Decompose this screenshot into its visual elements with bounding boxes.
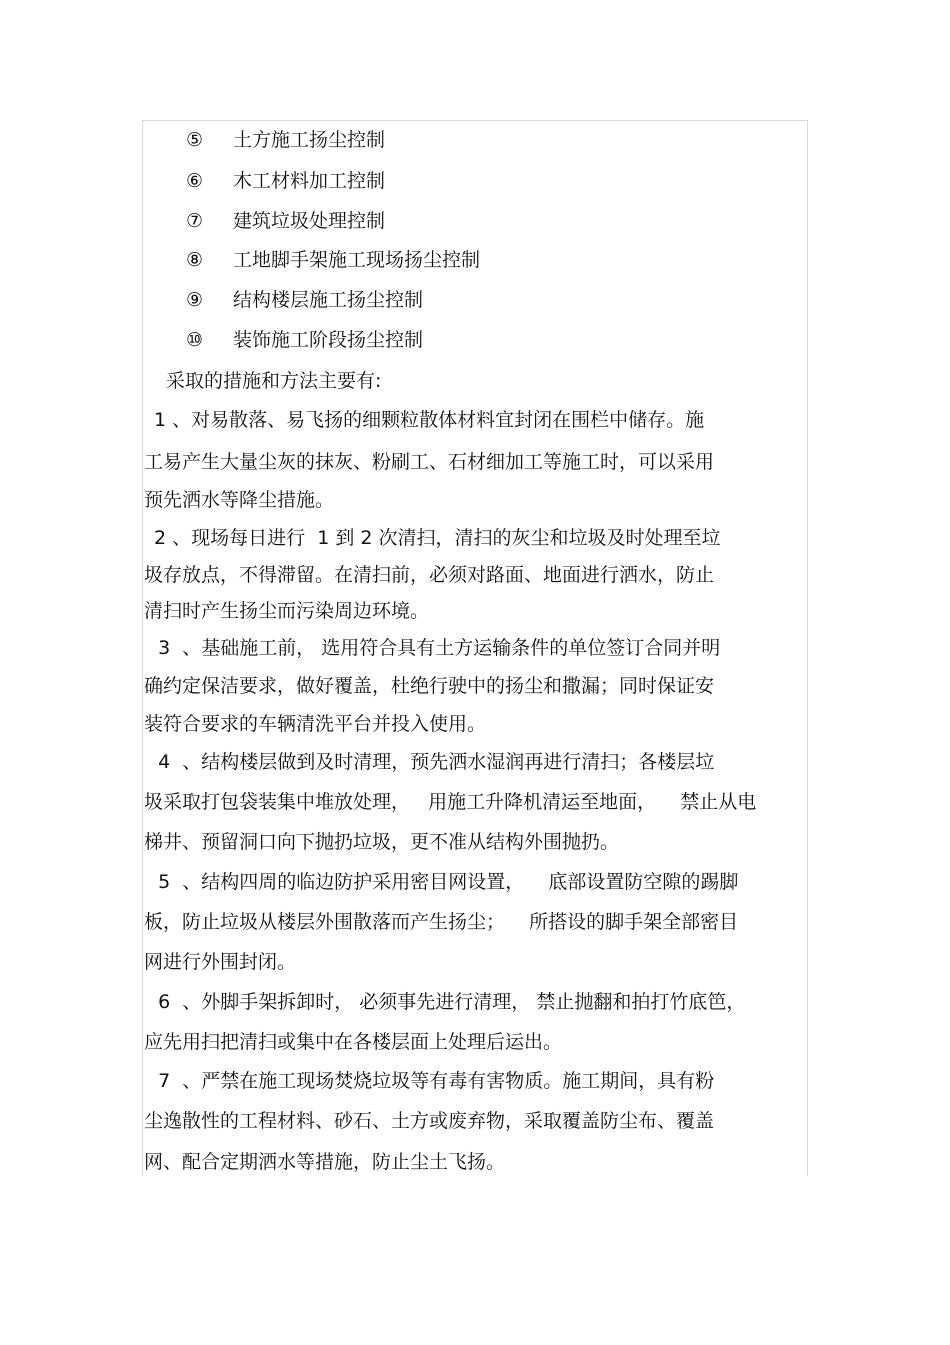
paragraph-line: 6 、外脚手架拆卸时， 必须事先进行清理， 禁止抛翻和拍打竹底笆，	[146, 991, 746, 1013]
list-text: 木工材料加工控制	[233, 170, 386, 192]
paragraph-line: 5 、结构四周的临边防护采用密目网设置， 底部设置防空隙的踢脚	[146, 871, 739, 893]
list-text: 结构楼层施工扬尘控制	[233, 289, 424, 311]
paragraph-line: 圾采取打包袋装集中堆放处理， 用施工升降机清运至地面， 禁止从电	[144, 791, 757, 813]
list-number: ⑧	[186, 249, 204, 271]
paragraph-line: 3 、基础施工前， 选用符合具有土方运输条件的单位签订合同并明	[146, 637, 721, 659]
list-text: 装饰施工阶段扬尘控制	[233, 329, 424, 351]
paragraph-line: 梯井、预留洞口向下抛扔垃圾，更不准从结构外围抛扔。	[144, 831, 620, 853]
list-number: ⑥	[186, 170, 204, 192]
paragraph-line: 确约定保洁要求，做好覆盖，杜绝行驶中的扬尘和撒漏；同时保证安	[144, 675, 715, 697]
paragraph-line: 工易产生大量尘灰的抹灰、粉刷工、石材细加工等施工时，可以采用	[144, 451, 715, 473]
list-number: ⑩	[186, 329, 204, 351]
list-item	[186, 209, 385, 233]
paragraph-line: 7 、严禁在施工现场焚烧垃圾等有毒有害物质。施工期间，具有粉	[146, 1070, 715, 1092]
paragraph-line: 网、配合定期洒水等措施，防止尘土飞扬。	[144, 1151, 506, 1173]
list-number: ⑦	[186, 210, 204, 232]
paragraph-line: 清扫时产生扬尘而污染周边环境。	[144, 600, 430, 622]
list-item	[186, 288, 423, 312]
intro-text: 采取的措施和方法主要有:	[166, 370, 382, 392]
list-text: 建筑垃圾处理控制	[233, 210, 386, 232]
list-item	[186, 128, 385, 152]
list-text: 土方施工扬尘控制	[233, 129, 386, 151]
paragraph-line: 2 、现场每日进行 1 到 2 次清扫，清扫的灰尘和垃圾及时处理至垃	[148, 527, 721, 549]
paragraph-line: 圾存放点，不得滞留。在清扫前，必须对路面、地面进行洒水，防止	[144, 564, 715, 586]
list-number: ⑤	[186, 129, 204, 151]
list-item	[186, 169, 385, 193]
paragraph-line: 网进行外围封闭。	[144, 951, 297, 973]
list-text: 工地脚手架施工现场扬尘控制	[233, 249, 481, 271]
paragraph-line: 预先洒水等降尘措施。	[144, 489, 335, 511]
paragraph-line: 应先用扫把清扫或集中在各楼层面上处理后运出。	[144, 1031, 563, 1053]
list-item	[186, 328, 423, 352]
paragraph-line: 1 、对易散落、易飞扬的细颗粒散体材料宜封闭在围栏中储存。施	[148, 409, 705, 431]
list-item	[186, 248, 480, 272]
paragraph-line: 板，防止垃圾从楼层外围散落而产生扬尘； 所搭设的脚手架全部密目	[144, 911, 739, 933]
list-number: ⑨	[186, 289, 204, 311]
paragraph-line: 4 、结构楼层做到及时清理，预先洒水湿润再进行清扫；各楼层垃	[146, 751, 715, 773]
paragraph-line: 装符合要求的车辆清洗平台并投入使用。	[144, 713, 487, 735]
paragraph-line: 尘逸散性的工程材料、砂石、土方或废弃物，采取覆盖防尘布、覆盖	[144, 1110, 715, 1132]
